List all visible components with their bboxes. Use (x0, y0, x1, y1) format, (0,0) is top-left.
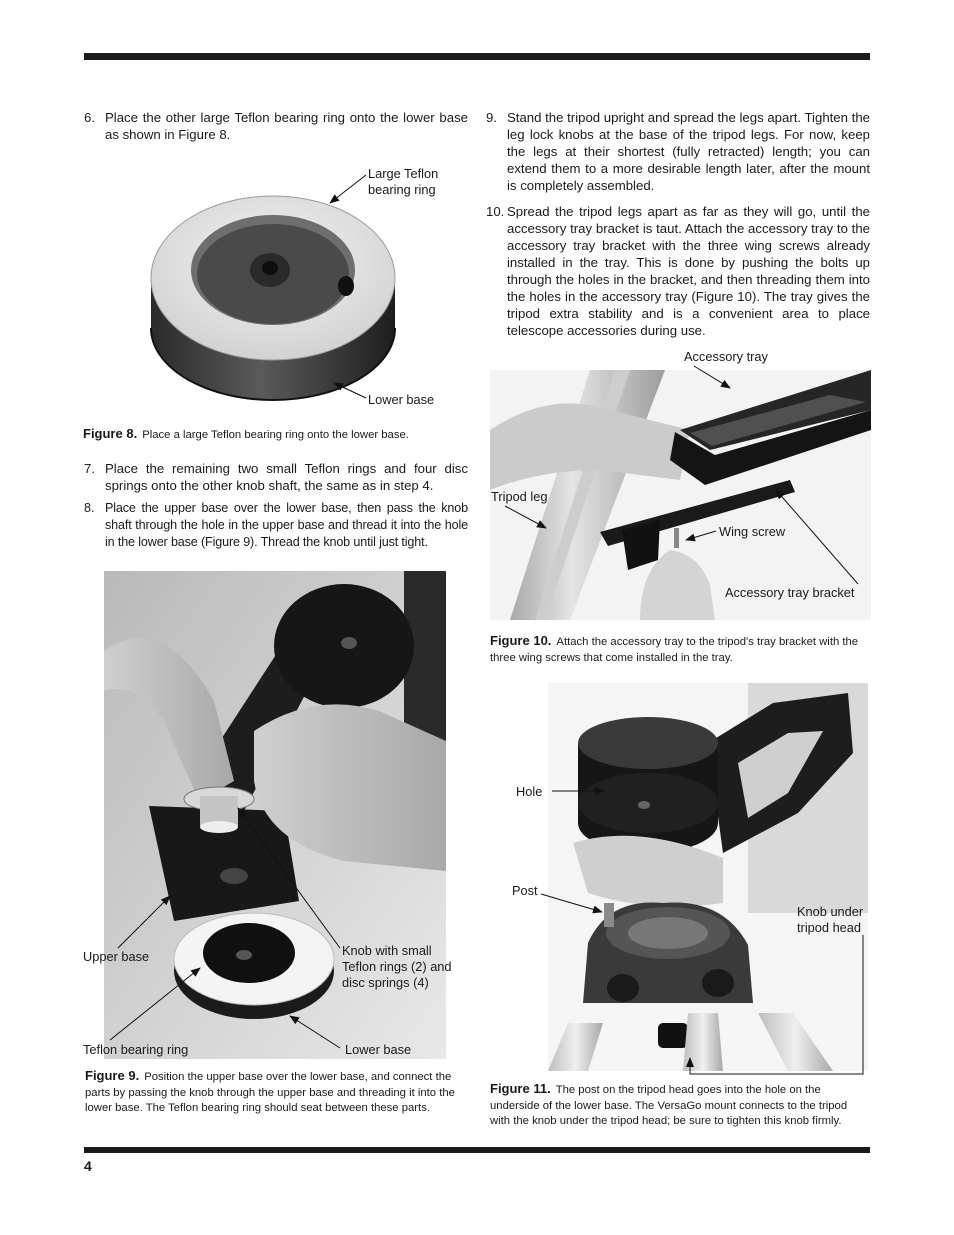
fig10-callout-tray: Accessory tray (684, 349, 768, 364)
step-number: 6. (84, 110, 95, 125)
step-text: Place the other large Teflon bearing ring onto the lower base as shown in Figure 8. (105, 110, 468, 142)
figure-10-caption (490, 633, 872, 666)
figure-9-caption (85, 1068, 465, 1117)
figure-8-caption (83, 426, 473, 444)
step-6 (84, 109, 468, 143)
step-text: Place the remaining two small Teflon rings and four disc springs onto the other knob shaft, the same as in step 4. (105, 461, 468, 493)
figure-11-caption (490, 1081, 865, 1130)
page-number: 4 (84, 1158, 92, 1174)
step-number: 7. (84, 461, 95, 476)
figure-label: Figure 9. (85, 1068, 140, 1083)
fig9-callout-upper-base: Upper base (83, 949, 150, 964)
figure-label: Figure 10. (490, 633, 552, 648)
step-10 (486, 203, 870, 339)
caption-text: Position the upper base over the lower base, and connect the parts by passing the knob through the upper base and threading it into the lower base. The Teflon bearing ring should seat between these parts. (85, 1071, 455, 1114)
figure-8-photo (148, 178, 398, 410)
fig9-callout-knob: Knob with small Teflon rings (2) and disc springs (4) (342, 943, 452, 990)
fig9-callout-lower-base: Lower base (345, 1042, 412, 1057)
caption-text: Attach the accessory tray to the tripod's tray bracket with the three wing screws that come installed in the tray. (490, 636, 859, 664)
caption-text: The post on the tripod head goes into the hole on the underside of the lower base. The VersaGo mount connects to the tripod with the knob under the tripod head; be sure to tighten this knob firmly. (490, 1084, 848, 1127)
caption-text: Place a large Teflon bearing ring onto the lower base. (142, 429, 409, 441)
step-text: Stand the tripod upright and spread the legs apart. Tighten the leg lock knobs at the base of the tripod legs. For now, keep the legs at their shortest (fully retracted) length; you can extend them to a more desirable length later, after the mount is completely assembled. (507, 110, 870, 193)
step-text: Place the upper base over the lower base, then pass the knob shaft through the hole in the upper base and thread it into the hole in the lower base (Figure 9). Thread the knob until just tight. (105, 501, 468, 549)
figure-label: Figure 11. (490, 1081, 551, 1096)
fig11-callout-post: Post (512, 883, 538, 898)
figure-11-photo (548, 683, 868, 1071)
fig10-callout-leg: Tripod leg (491, 489, 548, 504)
fig11-callout-knob: Knob under tripod head (797, 904, 864, 935)
step-number: 9. (486, 110, 497, 125)
step-number: 10. (486, 204, 505, 219)
step-8 (84, 500, 468, 551)
step-text: Spread the tripod legs apart as far as they will go, until the accessory tray bracket is taut. Attach the accessory tray to the accessory tray bracket with the three wing screws already installed in the tray. This is done by pushing the bolts up through the holes in the bracket, and then threading them into the holes in the accessory tray (Figure 10). The tray gives the tripod extra stability and is a convenient area to place telescope accessories during use. (507, 204, 870, 338)
step-9 (486, 109, 870, 194)
step-number: 8. (84, 501, 95, 515)
step-7 (84, 460, 468, 494)
top-rule (84, 53, 870, 60)
fig9-callout-teflon-ring: Teflon bearing ring (83, 1042, 189, 1057)
fig10-callout-bracket: Accessory tray bracket (725, 585, 855, 600)
fig8-callout-base: Lower base (368, 392, 435, 407)
fig8-callout-ring: Large Teflon bearing ring (368, 166, 439, 197)
figure-label: Figure 8. (83, 426, 138, 441)
fig11-callout-hole: Hole (516, 784, 543, 799)
bottom-rule (84, 1147, 870, 1153)
fig10-callout-screw: Wing screw (719, 524, 786, 539)
